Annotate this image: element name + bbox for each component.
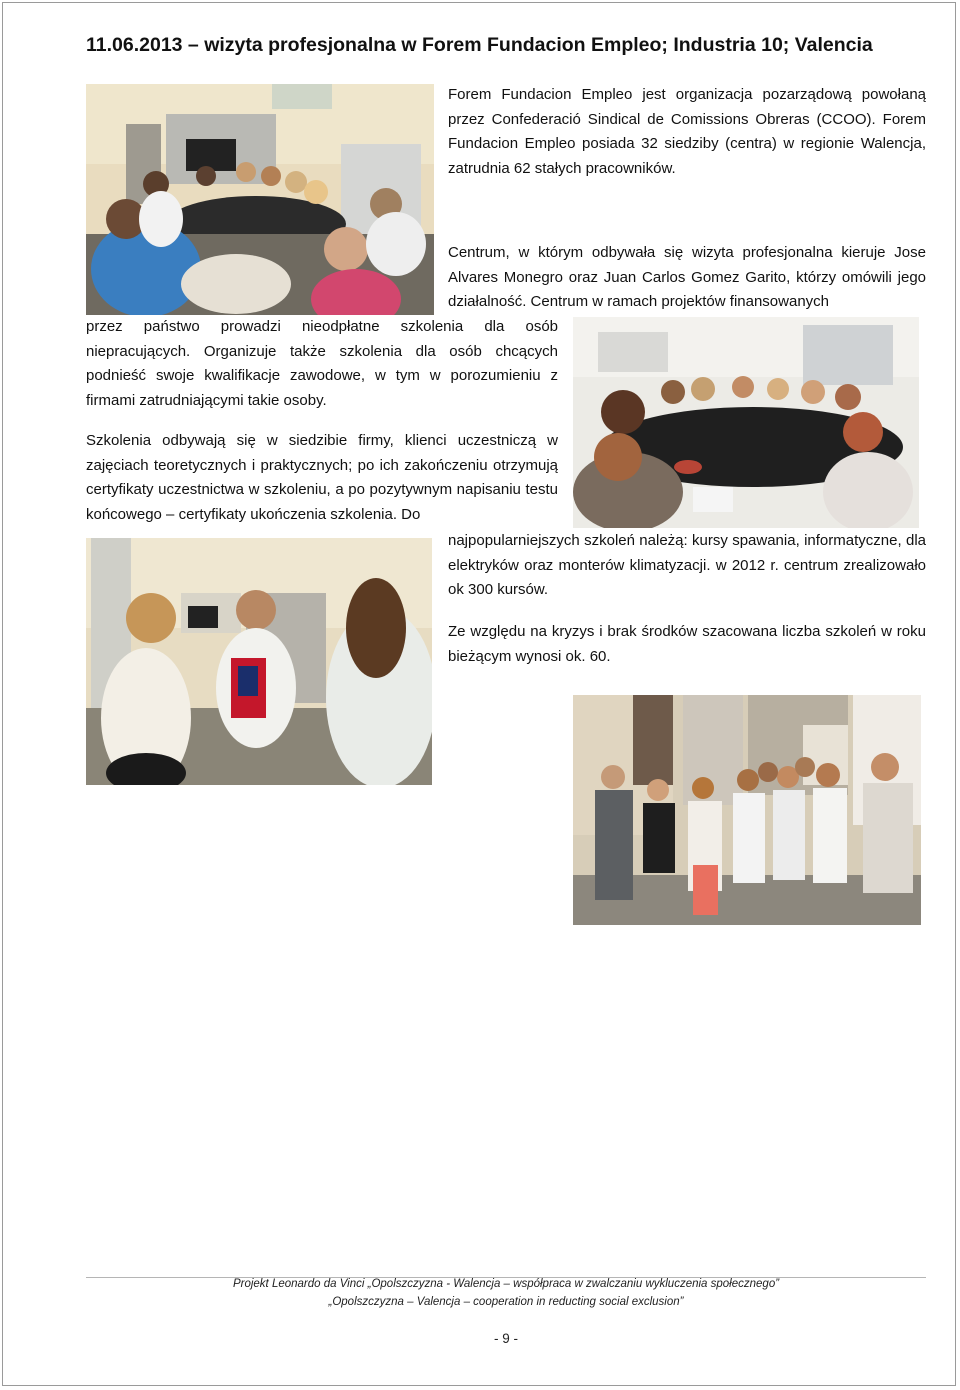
paragraph-training-top: Szkolenia odbywają się w siedzibie firmy, klienci uczestniczą w zajęciach teoretycznych i praktycznych; po ich zakończeniu otrzymują certyfikaty uczestnictwa w szkoleniu, a po pozytywnym napisaniu testu końcowego – certyfikaty ukończenia szkolenia. Do [86, 432, 558, 523]
footer-project-subtitle: „Opolszczyzna – Valencja – cooperation in reducting social exclusion” [328, 1296, 684, 1308]
paragraph-intro: Forem Fundacion Empleo jest organizacja pozarządową powołaną przez Confederació Sindical de Comissions Obreras (CCOO). Forem Fundacion Empleo posiada 32 siedziby (centra) w regionie Walencja, zatrudnia 62 stałych pracowników. [448, 86, 926, 177]
page-number: - 9 - [493, 1331, 518, 1346]
photo-meeting-room [86, 84, 434, 315]
page-title: 11.06.2013 – wizyta profesjonalna w Forem Fundacion Empleo; Industria 10; Valencia [86, 34, 873, 56]
paragraph-crisis: Ze względu na kryzys i brak środków szacowana liczba szkoleń w roku bieżącym wynosi ok. 60. [448, 623, 926, 665]
photo-round-table [573, 317, 919, 528]
paragraph-centre-top: Centrum, w którym odbywała się wizyta profesjonalna kieruje Jose Alvares Monegro oraz Juan Carlos Gomez Garito, którzy omówili jego działalność. Centrum w ramach projektów finansowanych [448, 244, 926, 311]
footer-project-title: Projekt Leonardo da Vinci „Opolszczyzna - Walencja – współpraca w zwalczaniu wykluczenia społecznego” [232, 1278, 780, 1290]
photo-group [573, 695, 921, 925]
paragraph-centre-bottom: przez państwo prowadzi nieodpłatne szkolenia dla osób niepracujących. Organizuje także szkolenia dla osób chcących podnieść swoje kwalifikacje zawodowe, w tym w porozumieniu z firmami zatrudniającymi takie osoby. [86, 318, 558, 409]
paragraph-training-bottom: najpopularniejszych szkoleń należą: kursy spawania, informatyczne, dla elektryków oraz monterów klimatyzacji. w 2012 r. centrum zrealizowało ok 300 kursów. [448, 532, 926, 599]
photo-presentation [86, 538, 432, 785]
